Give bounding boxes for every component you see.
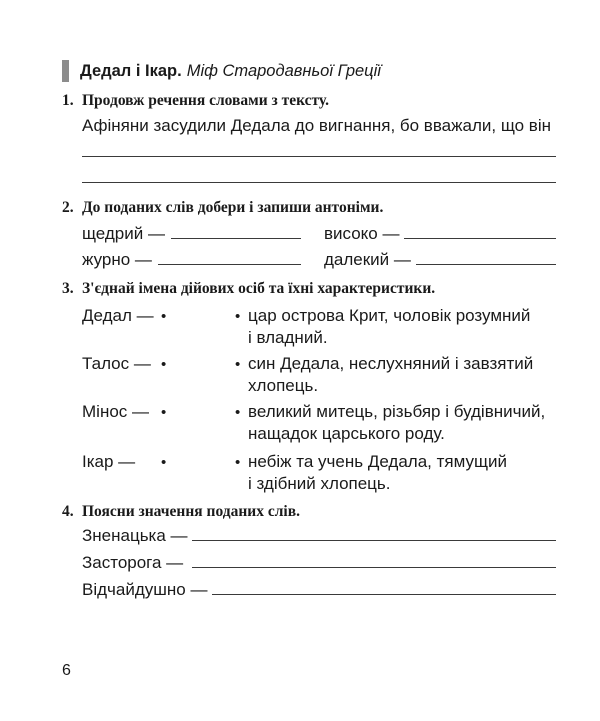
character-trait-line-2: нащадок царського роду. (248, 424, 445, 443)
character-trait-line-1: небіж та учень Дедала, тямущий (248, 452, 507, 471)
task-1-sentence: Афіняни засудили Дедала до вигнання, бо вважали, що він (82, 116, 551, 135)
character-name: Ікар — (82, 452, 136, 471)
match-dot-right[interactable]: • (235, 404, 241, 421)
page-number: 6 (62, 662, 71, 679)
task-2-word: щедрий — (82, 224, 165, 243)
task-2-number: 2. (62, 199, 74, 216)
match-dot-left[interactable]: • (161, 308, 167, 325)
task-4-word: Засторога — (82, 553, 184, 572)
title-subtitle: Міф Стародавньої Греції (186, 61, 381, 80)
task-4-word: Відчайдушно — (82, 580, 208, 599)
match-dot-left[interactable]: • (161, 404, 167, 421)
task-4-heading-text: Поясни значення поданих слів. (82, 503, 300, 520)
task-4-answer-line[interactable] (212, 594, 556, 595)
task-2-answer-line[interactable] (158, 264, 301, 265)
character-name: Дедал — (82, 306, 154, 325)
task-4-number: 4. (62, 503, 74, 520)
character-trait-line-2: і владний. (248, 328, 328, 347)
match-dot-left[interactable]: • (161, 356, 167, 373)
task-4-answer-line[interactable] (192, 540, 556, 541)
character-trait-line-2: і здібний хлопець. (248, 474, 391, 493)
title-main: Дедал і Ікар. (80, 61, 182, 80)
character-trait-line-2: хлопець. (248, 376, 319, 395)
task-3-number: 3. (62, 280, 74, 297)
lesson-title (62, 60, 381, 82)
character-trait-line-1: великий митець, різьбяр і будівничий, (248, 402, 546, 421)
task-2-heading-text: До поданих слів добери і запиши антоніми. (82, 199, 384, 216)
task-1-number: 1. (62, 92, 74, 109)
task-1-heading (62, 92, 329, 110)
match-dot-right[interactable]: • (235, 356, 241, 373)
task-2-answer-line[interactable] (404, 238, 556, 239)
task-1-answer-line-2[interactable] (82, 182, 556, 183)
character-trait-line-1: цар острова Крит, чоловік розумний (248, 306, 531, 325)
match-dot-right[interactable]: • (235, 454, 241, 471)
task-2-word: високо — (324, 224, 400, 243)
task-1-answer-line-1[interactable] (82, 156, 556, 157)
match-dot-right[interactable]: • (235, 308, 241, 325)
task-4-answer-line[interactable] (192, 567, 556, 568)
character-trait-line-1: син Дедала, неслухняний і завзятий (248, 354, 534, 373)
task-4-word: Зненацька — (82, 526, 188, 545)
task-2-answer-line[interactable] (171, 238, 301, 239)
character-name: Талос — (82, 354, 151, 373)
task-2-word: журно — (82, 250, 152, 269)
task-3-heading (62, 280, 435, 298)
title-marker-bar (62, 60, 69, 82)
task-2-word: далекий — (324, 250, 411, 269)
task-2-heading (62, 199, 383, 217)
task-3-heading-text: З'єднай імена дійових осіб та їхні характеристики. (82, 280, 436, 297)
task-4-heading (62, 503, 300, 521)
match-dot-left[interactable]: • (161, 454, 167, 471)
task-1-heading-text: Продовж речення словами з тексту. (82, 92, 330, 109)
task-2-answer-line[interactable] (416, 264, 556, 265)
character-name: Мінос — (82, 402, 150, 421)
